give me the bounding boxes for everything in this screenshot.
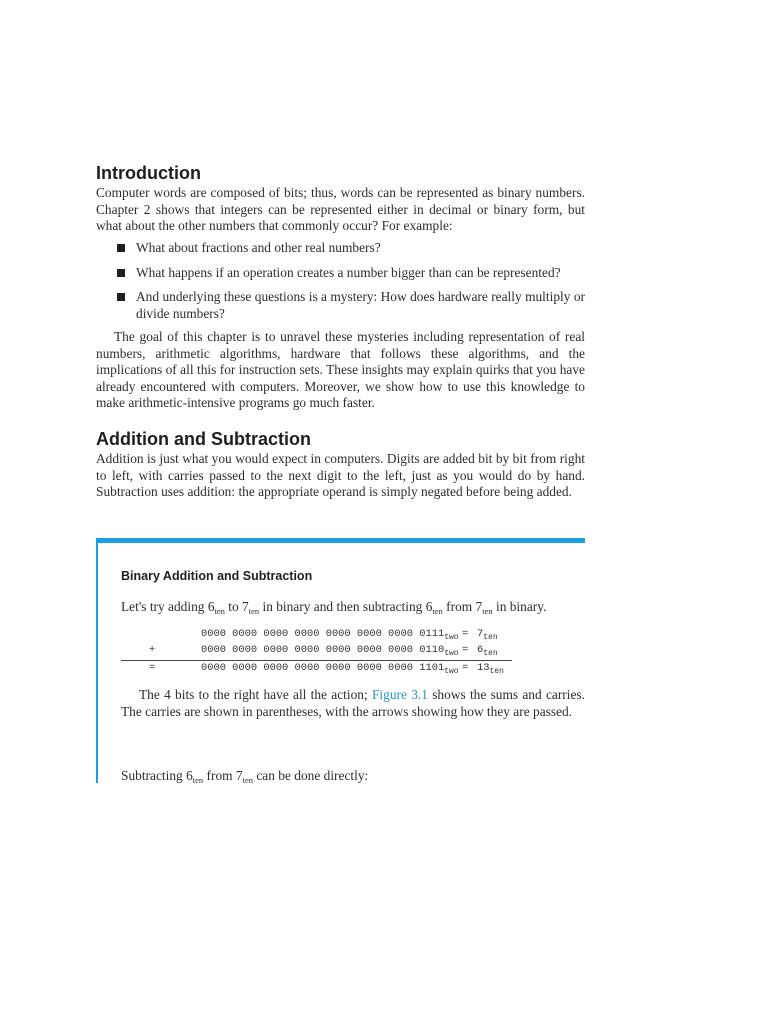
row-value: $6_{ten}$	[477, 644, 498, 658]
row-equals: =	[462, 662, 469, 674]
sum-rule	[121, 660, 512, 661]
row-bits: 0000 0000 0000 0000 0000 0000 0000 $0111_{two}$	[201, 628, 459, 642]
section-heading-introduction: Introduction	[96, 163, 201, 183]
bullet-item: And underlying these questions is a mystery: How does hardware really multiply or divide numbers?	[115, 289, 585, 322]
row-equals: =	[462, 628, 469, 640]
row-operator: =	[149, 662, 156, 674]
bullet-item: What about fractions and other real numbers?	[115, 240, 585, 257]
example-left-rule	[96, 543, 98, 783]
addition-paragraph: Addition is just what you would expect in computers. Digits are added bit by bit from right to left, with carries passed to the next digit to the left, just as you would do by hand. Subtraction uses addition: the appropriate operand is simply negated before being added.	[96, 451, 585, 500]
intro-paragraph: Computer words are composed of bits; thus, words can be represented as binary numbers. Chapter 2 shows that integers can be represented either in decimal or binary form, but what about the other numbers that commonly occur? For example:	[96, 185, 585, 234]
example-intro: Let's try adding $6_{ten}$ to $7_{ten}$ in binary and then subtracting $6_{ten}$ from $7_{ten}$ in binary.	[121, 599, 547, 616]
bullet-item: What happens if an operation creates a number bigger than can be represented?	[115, 265, 585, 282]
intro-bullet-list	[115, 240, 585, 330]
section-heading-addition: Addition and Subtraction	[96, 429, 311, 449]
bullet-square-icon	[117, 244, 125, 252]
row-bits: 0000 0000 0000 0000 0000 0000 0000 $0110_{two}$	[201, 644, 459, 658]
example-title: Binary Addition and Subtraction	[121, 569, 313, 583]
row-bits: 0000 0000 0000 0000 0000 0000 0000 $1101_{two}$	[201, 662, 459, 676]
row-operator: +	[149, 644, 156, 656]
example-top-bar	[96, 538, 585, 543]
goal-paragraph: The goal of this chapter is to unravel these mysteries including representation of real numbers, arithmetic algorithms, hardware that follows these algorithms, and the implications of all this for instruction sets. These insights may explain quirks that you have already encountered with computers. Moreover, we show how to use this knowledge to make arithmetic-intensive programs go much faster.	[96, 329, 585, 411]
example-explanation: The 4 bits to the right have all the action; Figure 3.1 shows the sums and carries. The carries are shown in parentheses, with the arrows showing how they are passed.	[121, 687, 585, 719]
subtract-intro: Subtracting $6_{ten}$ from $7_{ten}$ can be done directly:	[121, 768, 369, 785]
bullet-square-icon	[117, 269, 125, 277]
figure-link[interactable]: Figure 3.1	[371, 687, 428, 702]
bullet-square-icon	[117, 293, 125, 301]
row-value: $13_{ten}$	[477, 662, 504, 676]
row-equals: =	[462, 644, 469, 656]
row-value: $7_{ten}$	[477, 628, 498, 642]
